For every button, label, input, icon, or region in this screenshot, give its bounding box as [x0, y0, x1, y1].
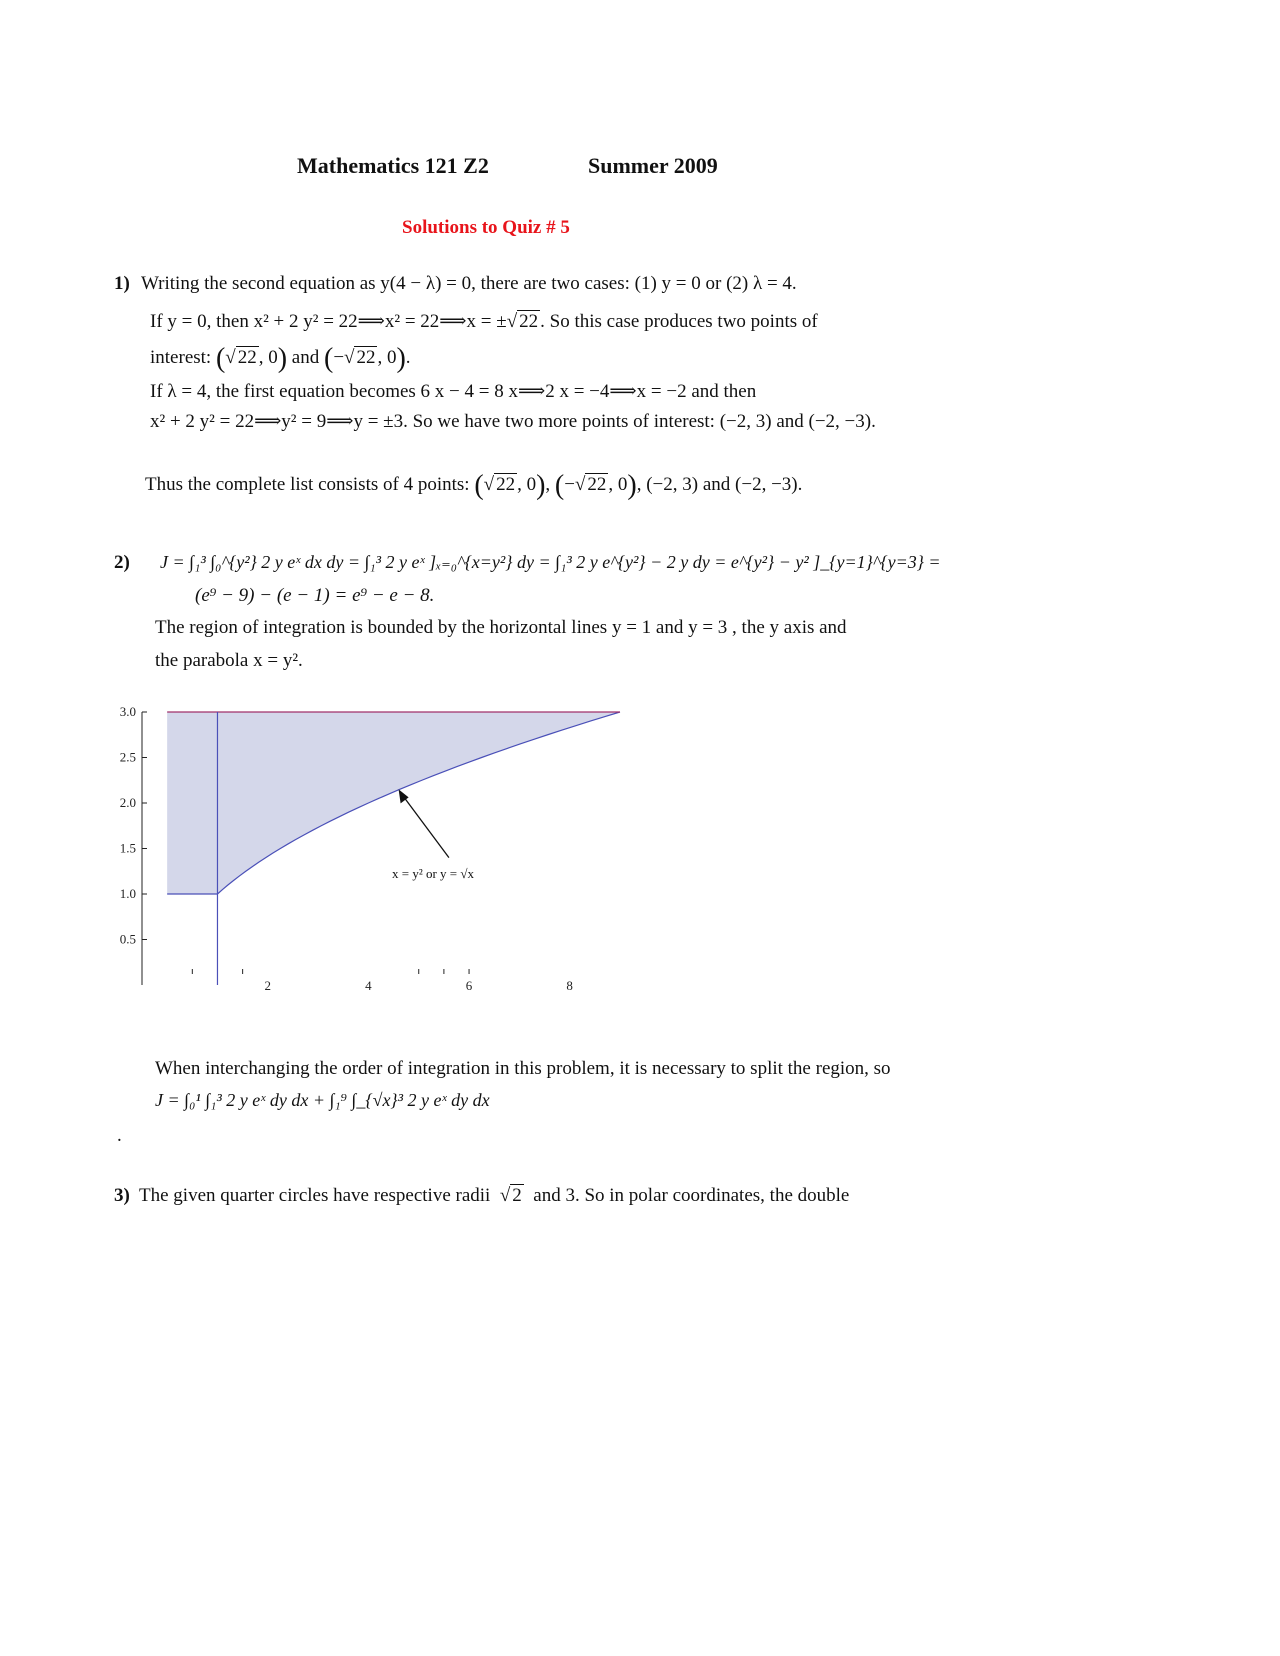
problem-1-number: 1) [114, 273, 130, 294]
sqrt-22: 22 [496, 474, 516, 495]
stray-dot: . [117, 1125, 122, 1146]
problem-1-line-4: If λ = 4, the first equation becomes 6 x − 4 = 8 x⟹2 x = −4⟹x = −2 and then [150, 381, 757, 402]
minus-sign: − [564, 474, 575, 495]
problem-1-summary: Thus the complete list consists of 4 points: (√ 22 , 0), (−√ 22 , 0), (−2, 3) and (−2, −3). [145, 470, 803, 501]
coord-tail: , 0 [608, 474, 628, 495]
problem-2-line-6: J = ∫₀¹ ∫₁³ 2 y eˣ dy dx + ∫₁⁹ ∫_{√x}³ 2 y eˣ dy dx [155, 1090, 490, 1110]
y-tick-label: 0.5 [119, 931, 136, 947]
problem-3-line: 3) The given quarter circles have respective radii √ 2 and 3. So in polar coordinates, the double [114, 1185, 850, 1206]
interest-label: interest: [150, 347, 212, 368]
y-tick-label: 2.5 [119, 749, 136, 765]
sqrt-22: 22 [356, 347, 376, 368]
coord-tail: , 0 [377, 347, 397, 368]
coord-tail: , 0 [258, 347, 278, 368]
sqrt-22: 22 [587, 474, 607, 495]
x-tick-label: 2 [264, 978, 272, 993]
problem-2-line-4: the parabola x = y². [155, 650, 303, 671]
problem-2-result: (e⁹ − 9) − (e − 1) = e⁹ − e − 8. [195, 585, 435, 606]
sqrt-22: 22 [519, 311, 539, 332]
problem-1-line-5: x² + 2 y² = 22⟹y² = 9⟹y = ±3. So we have two more points of interest: (−2, 3) and (−2, −3). [150, 411, 876, 432]
problem-3-text-tail: and 3. So in polar coordinates, the double [533, 1185, 850, 1206]
annotation-arrow-shaft [403, 795, 449, 857]
curve-annotation: x = y² or y = √x [392, 866, 475, 881]
x-tick-label: 8 [566, 978, 573, 993]
problem-3-text: The given quarter circles have respective radii [139, 1185, 491, 1206]
region-chart [100, 700, 640, 1020]
problem-2-integral: J = ∫₁³ ∫₀^{y²} 2 y eˣ dx dy = ∫₁³ 2 y eˣ ]ₓ₌₀^{x=y²} dy = ∫₁³ 2 y e^{y²} − 2 y dy = e^{y²} − y² ]_{y=1}^{y=3} = [160, 552, 941, 572]
course-title: Mathematics 121 Z2 [297, 153, 489, 178]
problem-1-line-2-tail: . So this case produces two points of [540, 311, 818, 332]
problem-2-line-5: When interchanging the order of integration in this problem, it is necessary to split the region, so [155, 1058, 891, 1079]
y-tick-label: 2.0 [119, 795, 136, 810]
coord-tail: , 0 [517, 474, 537, 495]
problem-1-line-1: Writing the second equation as y(4 − λ) = 0, there are two cases: (1) y = 0 or (2) λ = 4. [141, 273, 797, 294]
y-tick-label: 3.0 [119, 704, 136, 719]
term-title: Summer 2009 [588, 153, 718, 178]
problem-1-line-3: interest: (√ 22 , 0) and (−√ 22 , 0). [150, 343, 411, 374]
x-tick-label: 6 [465, 978, 473, 993]
and-word: and [291, 347, 320, 368]
problem-2-line-3: The region of integration is bounded by the horizontal lines y = 1 and y = 3 , the y axis and [155, 617, 847, 638]
problem-2-number: 2) [114, 552, 130, 573]
problem-1-line-2: If y = 0, then x² + 2 y² = 22⟹x² = 22⟹x = ±√ 22 . So this case produces two points of [150, 311, 818, 332]
y-tick-label: 1.5 [119, 840, 136, 856]
problem-3-number: 3) [114, 1185, 130, 1206]
minus-sign: − [333, 347, 345, 368]
y-tick-label: 1.0 [119, 886, 136, 901]
sqrt-22: 22 [237, 347, 257, 368]
problem-1-line-2-text: If y = 0, then x² + 2 y² = 22⟹x² = 22⟹x = ± [150, 311, 507, 332]
summary-text: Thus the complete list consists of 4 points: [145, 474, 470, 495]
x-tick-label: 4 [365, 978, 372, 993]
subtitle: Solutions to Quiz # 5 [402, 217, 570, 238]
sqrt-2: 2 [512, 1185, 522, 1206]
summary-points: (−2, 3) and (−2, −3). [646, 474, 803, 495]
